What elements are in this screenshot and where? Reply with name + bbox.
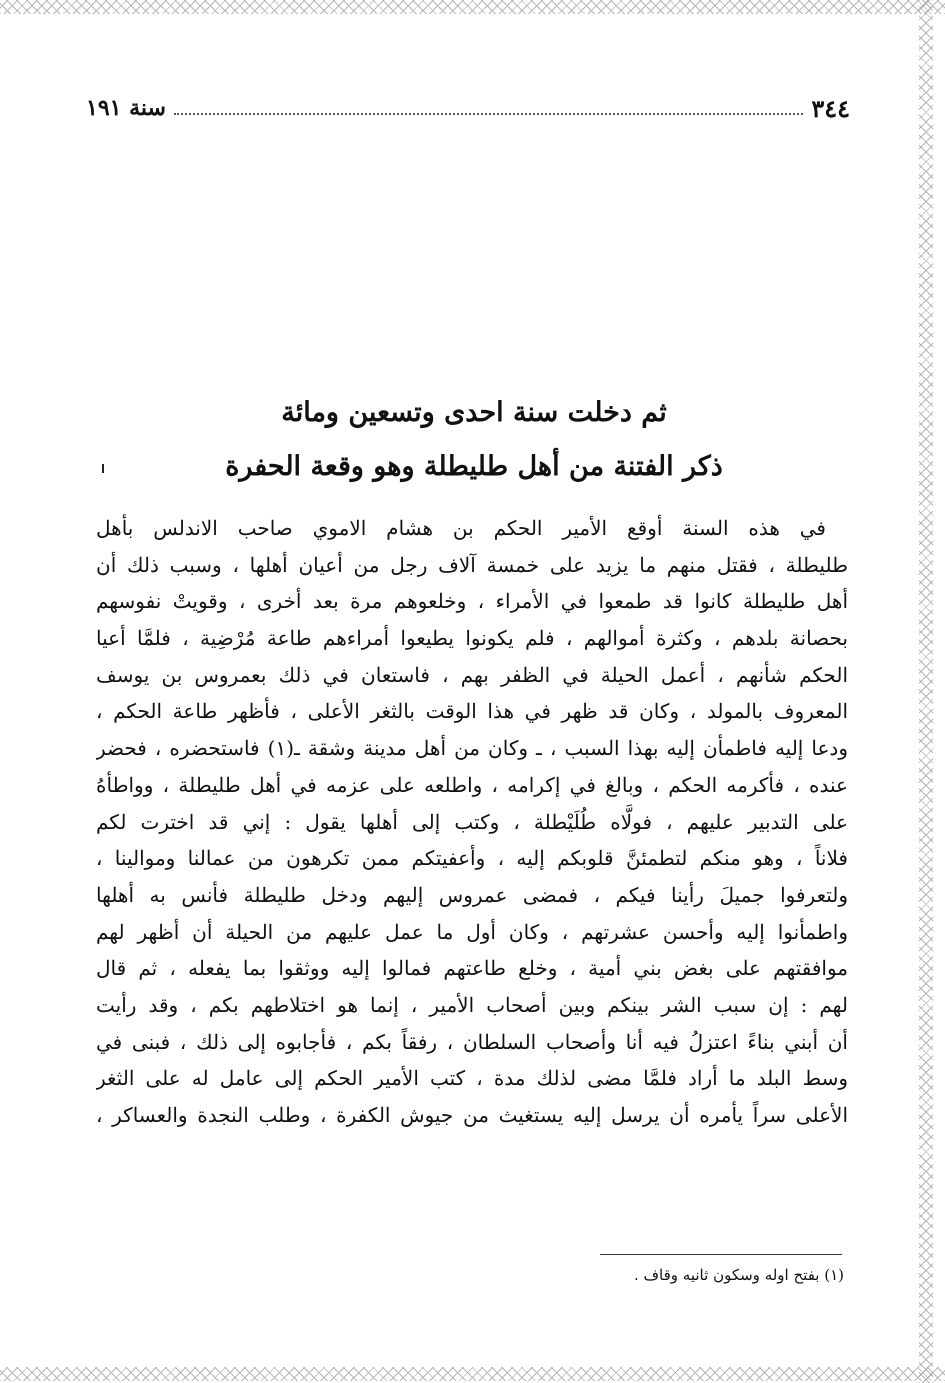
section-title: ثم دخلت سنة احدى وتسعين ومائة [281, 397, 667, 428]
page-header [86, 92, 850, 124]
text-line: فلاناً ، وهو منكم لتطمئنَّ قلوبكم إليه ، وأعفيتكم ممن تكرهون من عمالنا وموالينا ، [96, 846, 848, 871]
footnote-rule [600, 1254, 842, 1255]
decorative-border-bottom [0, 1367, 945, 1381]
text-line: الحكم شأنهم ، أعمل الحيلة في الظفر بهم ، فاستعان في ذلك بعمروس بن يوسف [96, 662, 848, 687]
text-line: ولتعرفوا جميلَ رأينا فيكم ، فمضى عمروس إليهم ودخل طليطلة فأنس به أهلها [96, 882, 848, 907]
text-line: أهل طليطلة كانوا قد طمعوا في الأمراء ، وخلعوهم مرة بعد أخرى ، وقويتْ نفوسهم [96, 589, 848, 614]
body-text [96, 510, 848, 1134]
decorative-border-right [919, 0, 933, 1383]
footnote: (١) بفتح اوله وسكون ثانيه وقاف . [633, 1266, 844, 1284]
text-line: بحصانة بلدهم ، وكثرة أموالهم ، فلم يكونوا يطيعوا أمراءهم طاعة مُرْضِية ، فلمَّا أعيا [96, 626, 848, 651]
margin-mark [102, 464, 104, 473]
text-line: ودعا إليه فاطمأن إليه بهذا السبب ، ـ وكان من أهل مدينة وشقة ـ(١) فاستحضره ، فحضر [96, 736, 848, 761]
text-line: طليطلة ، فقتل منهم ما يزيد على خمسة آلاف رجل من أعيان أهلها ، وسبب ذلك أن [96, 552, 848, 577]
section-subtitle: ذكر الفتنة من أهل طليطلة وهو وقعة الحفرة [225, 451, 723, 482]
text-line: وسط البلد ما أراد فلمَّا مضى لذلك مدة ، كتب الأمير الحكم إلى عامل له على الثغر [96, 1066, 848, 1091]
text-line: لهم : إن سبب الشر بينكم وبين أصحاب الأمير ، إنما هو اختلاطهم بكم ، وقد رأيت [96, 992, 848, 1017]
page-number: ٣٤٤ [811, 93, 850, 123]
running-title: سنة ١٩١ [86, 95, 166, 121]
text-line: على التدبير عليهم ، فولَّاه طُلَيْطلة ، وكتب إلى أهلها يقول : إني قد اخترت لكم [96, 809, 848, 834]
section-titles [96, 388, 852, 492]
text-line: واطمأنوا إليه وأحسن عشرتهم ، وكان أول ما عمل عليهم من الحيلة أن أظهر لهم [96, 919, 848, 944]
text-line: أن أبني بناءً اعتزلُ فيه أنا وأصحاب السلطان ، رفقاً بكم ، فأجابوه إلى ذلك ، فبنى في [96, 1029, 848, 1054]
text-line: موافقتهم على بغض بني أمية ، وخلع طاعتهم فمالوا إليه ووثقوا بما يفعله ، ثم قال [96, 956, 848, 981]
decorative-border-top [0, 0, 945, 14]
text-line: الأعلى سراً يأمره أن يرسل إليه يستغيث من جيوش الكفرة ، وطلب النجدة والعساكر ، [96, 1103, 848, 1127]
header-leader-dots [174, 101, 803, 115]
text-line: المعروف بالمولد ، وكان قد ظهر في هذا الوقت بالثغر الأعلى ، فأظهر طاعة الحكم ، [96, 699, 848, 724]
text-line: عنده ، فأكرمه الحكم ، وبالغ في إكرامه ، واطلعه على عزمه في أهل طليطلة ، وواطأهُ [96, 772, 848, 797]
text-line: في هذه السنة أوقع الأمير الحكم بن هشام الاموي صاحب الاندلس بأهل [96, 516, 826, 540]
